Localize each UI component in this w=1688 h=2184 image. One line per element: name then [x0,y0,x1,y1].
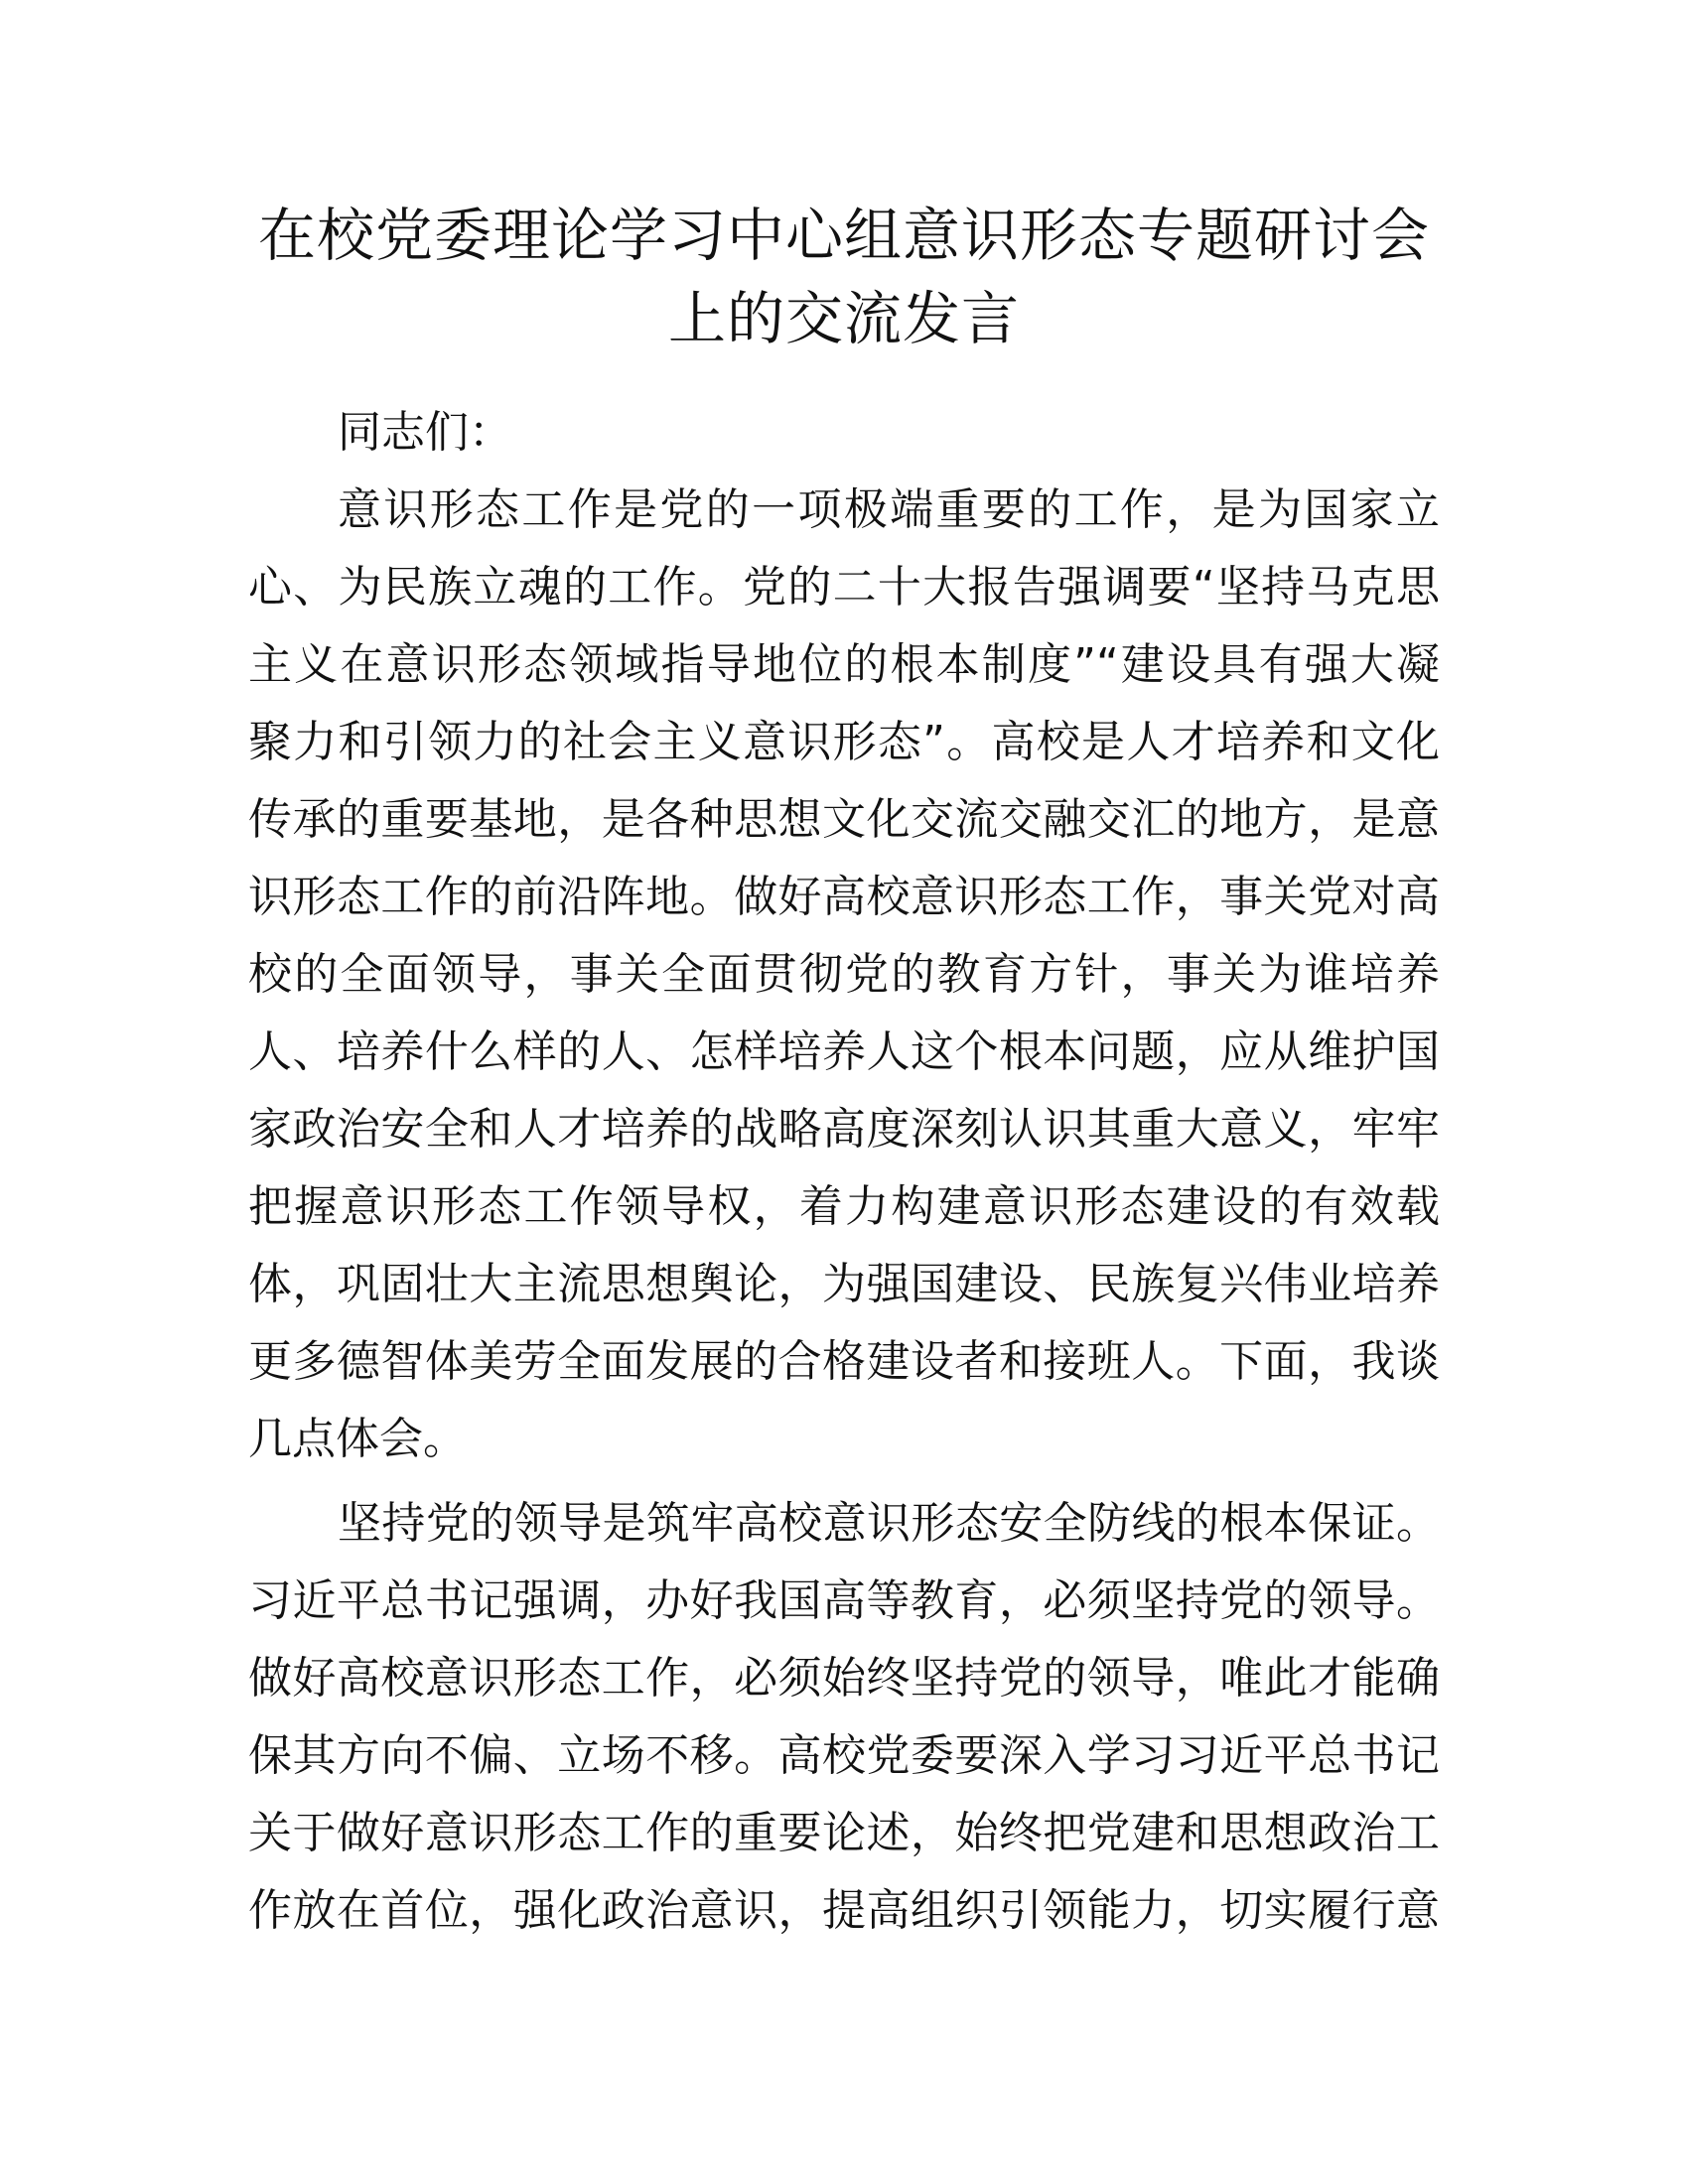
paragraph-line: 把握意识形态工作领导权，着力构建意识形态建设的有效载 [248,1181,1440,1232]
title-line-1: 在校党委理论学习中心组意识形态专题研讨会 [257,202,1430,269]
title-line-2: 上的交流发言 [667,285,1020,352]
paragraph-line: 人、培养什么样的人、怎样培养人这个根本问题，应从维护国 [248,1026,1440,1077]
paragraph-line: 识形态工作的前沿阵地。做好高校意识形态工作，事关党对高 [248,872,1440,922]
paragraph-line: 保其方向不偏、立场不移。高校党委要深入学习习近平总书记 [248,1730,1440,1781]
paragraph-line: 传承的重要基地，是各种思想文化交流交融交汇的地方，是意 [248,794,1440,845]
paragraph-line: 关于做好意识形态工作的重要论述，始终把党建和思想政治工 [248,1808,1440,1858]
paragraph-line: 意识形态工作是党的一项极端重要的工作，是为国家立 [338,484,1440,535]
paragraph-line: 几点体会。 [248,1414,467,1464]
paragraph-line: 更多德智体美劳全面发展的合格建设者和接班人。下面，我谈 [248,1336,1440,1387]
salutation: 同志们： [338,407,512,458]
paragraph-line: 体，巩固壮大主流思想舆论，为强国建设、民族复兴伟业培养 [248,1259,1440,1309]
paragraph-line: 家政治安全和人才培养的战略高度深刻认识其重大意义，牢牢 [248,1104,1440,1155]
paragraph-line: 习近平总书记强调，办好我国高等教育，必须坚持党的领导。 [248,1575,1440,1626]
paragraph-line: 心、为民族立魂的工作。党的二十大报告强调要“坚持马克思 [248,562,1440,613]
paragraph-line: 做好高校意识形态工作，必须始终坚持党的领导，唯此才能确 [248,1653,1440,1704]
paragraph-line: 校的全面领导，事关全面贯彻党的教育方针，事关为谁培养 [248,949,1440,1000]
paragraph-line: 聚力和引领力的社会主义意识形态”。高校是人才培养和文化 [248,717,1440,767]
paragraph-line: 作放在首位，强化政治意识，提高组织引领能力，切实履行意 [248,1885,1440,1936]
paragraph-line: 主义在意识形态领域指导地位的根本制度”“建设具有强大凝 [248,639,1440,690]
paragraph-line: 坚持党的领导是筑牢高校意识形态安全防线的根本保证。 [338,1498,1440,1549]
